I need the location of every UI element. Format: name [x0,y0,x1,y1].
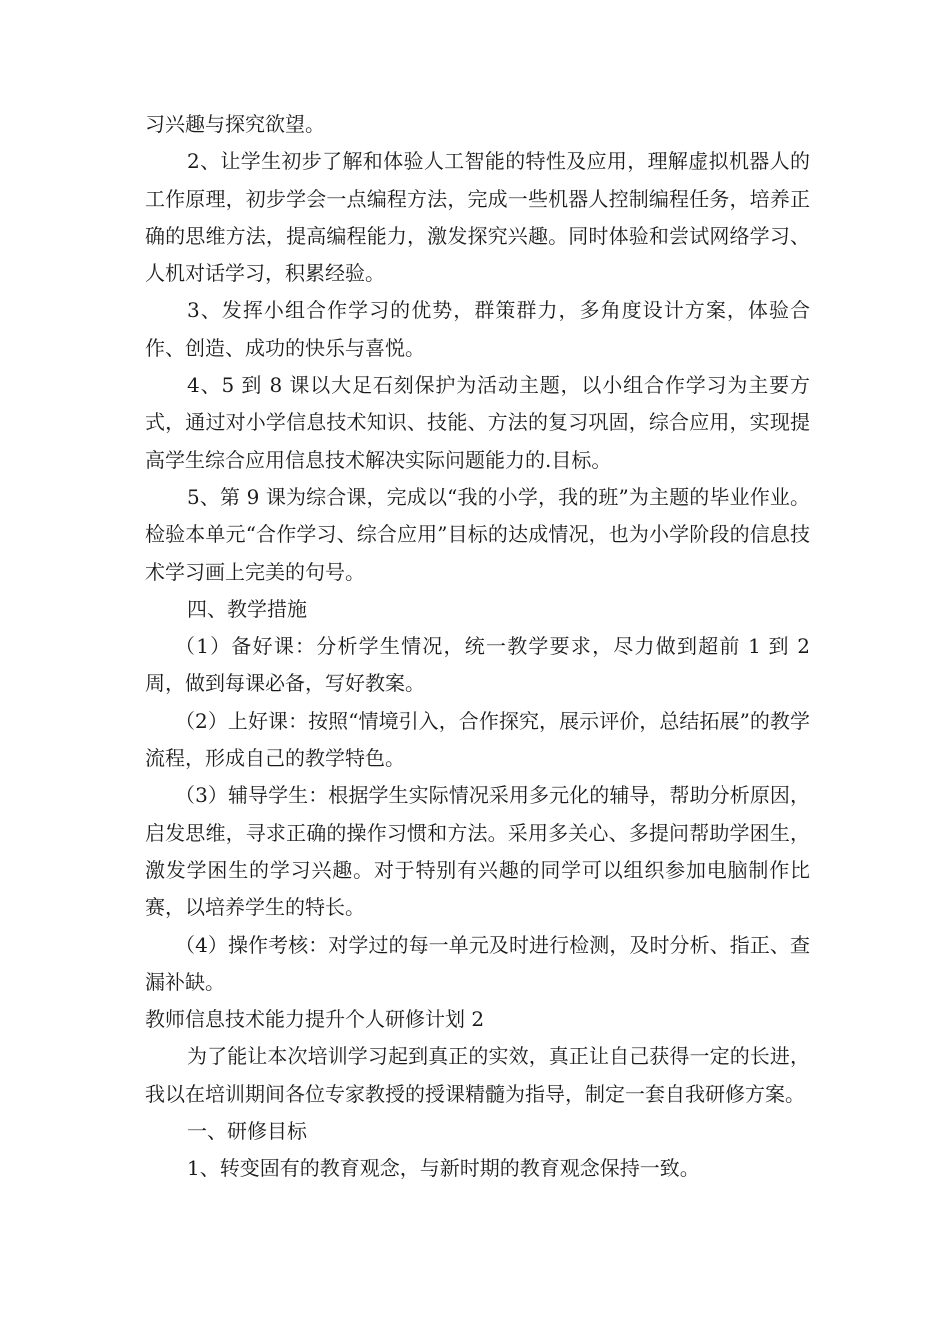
paragraph-measure-4: （4）操作考核：对学过的每一单元及时进行检测，及时分析、指正、查漏补缺。 [145,932,810,994]
paragraph-goal-5: 5、第 9 课为综合课，完成以“我的小学，我的班”为主题的毕业作业。检验本单元“合作学习、综合应用”目标的达成情况，也为小学阶段的信息技术学习画上完美的句号。 [145,484,810,584]
section-heading-teaching-measures: 四、教学措施 [187,596,307,621]
paragraph-measure-3: （3）辅导学生：根据学生实际情况采用多元化的辅导，帮助分析原因，启发思维，寻求正确的操作习惯和方法。采用多关心、多提问帮助学困生，激发学困生的学习兴趣。对于特别有兴趣的同学可以组织参加电脑制作比赛，以培养学生的特长。 [145,783,810,920]
paragraph-continuation: 习兴趣与探究欲望。 [145,112,325,136]
paragraph-measure-2: （2）上好课：按照“情境引入，合作探究，展示评价，总结拓展”的教学流程，形成自己的教学特色。 [145,708,810,771]
document-title-plan-2: 教师信息技术能力提升个人研修计划 2 [145,1007,485,1032]
document-body [145,106,810,1188]
paragraph-study-goal-1: 1、转变固有的教育观念，与新时期的教育观念保持一致。 [187,1156,700,1181]
paragraph-goal-4: 4、5 到 8 课以大足石刻保护为活动主题，以小组合作学习为主要方式，通过对小学信息技术知识、技能、方法的复习巩固，综合应用，实现提高学生综合应用信息技术解决实际问题能力的.目标。 [145,373,810,472]
paragraph-intro: 为了能让本次培训学习起到真正的实效，真正让自己获得一定的长进，我以在培训期间各位专家教授的授课精髓为指导，制定一套自我研修方案。 [145,1044,810,1106]
section-heading-study-goals: 一、研修目标 [187,1119,307,1144]
paragraph-measure-1: （1）备好课：分析学生情况，统一教学要求，尽力做到超前 1 到 2 周，做到每课必备，写好教案。 [145,634,810,696]
paragraph-goal-3: 3、发挥小组合作学习的优势，群策群力，多角度设计方案，体验合作、创造、成功的快乐与喜悦。 [145,298,810,360]
paragraph-goal-2: 2、让学生初步了解和体验人工智能的特性及应用，理解虚拟机器人的工作原理，初步学会一点编程方法，完成一些机器人控制编程任务，培养正确的思维方法，提高编程能力，激发探究兴趣。同时体验和尝试网络学习、人机对话学习，积累经验。 [145,149,810,286]
